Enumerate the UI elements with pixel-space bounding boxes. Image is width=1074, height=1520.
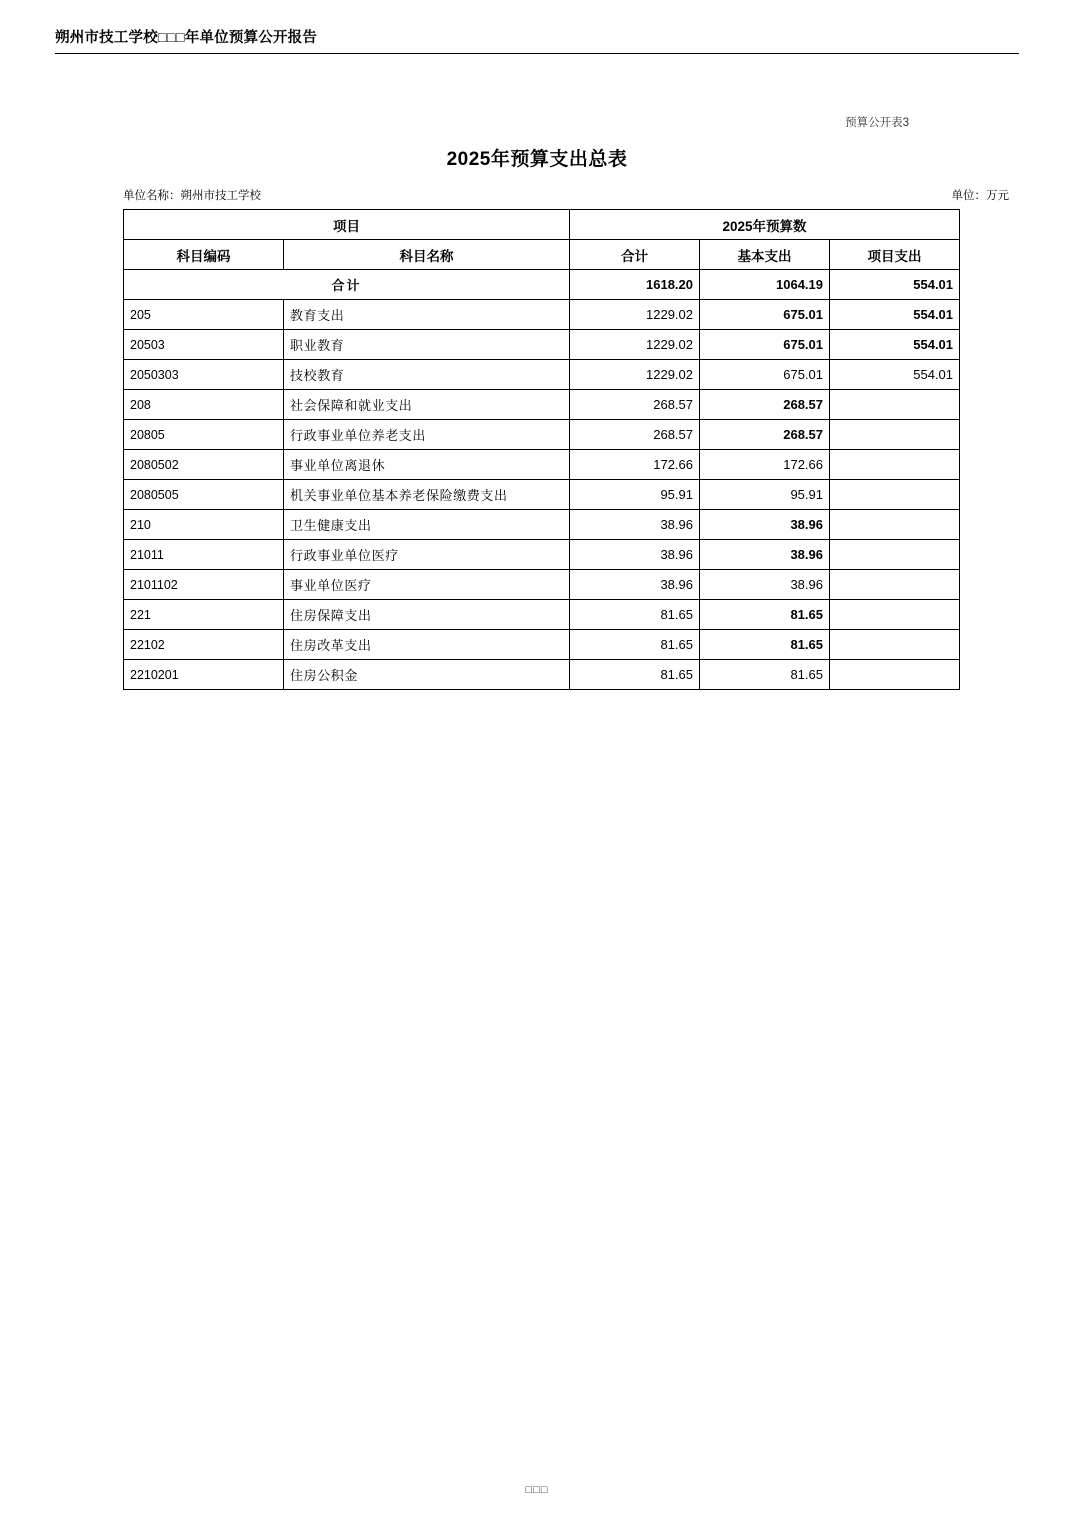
table-row xyxy=(124,510,960,540)
amount-unit: 单位：万元 xyxy=(951,190,1009,202)
group-header-budget-year: 2025年预算数 xyxy=(570,210,960,240)
table-row xyxy=(124,360,960,390)
cell-project xyxy=(830,510,960,540)
table-meta xyxy=(55,187,1019,203)
column-header-total: 合计 xyxy=(570,240,700,270)
cell-total: 81.65 xyxy=(570,600,700,630)
cell-basic: 38.96 xyxy=(700,570,830,600)
page-title: 2025年预算支出总表 xyxy=(446,149,628,170)
cell-total: 1229.02 xyxy=(570,360,700,390)
sheet-number: 预算公开表3 xyxy=(845,117,909,129)
column-header-project: 项目支出 xyxy=(830,240,960,270)
total-label: 合计 xyxy=(124,270,570,300)
cell-code: 2101102 xyxy=(124,570,284,600)
cell-basic: 268.57 xyxy=(700,420,830,450)
table-row xyxy=(124,480,960,510)
cell-project: 554.01 xyxy=(830,300,960,330)
cell-name: 机关事业单位基本养老保险缴费支出 xyxy=(284,480,570,510)
budget-expenditure-table xyxy=(123,209,960,690)
cell-basic: 81.65 xyxy=(700,660,830,690)
cell-project xyxy=(830,450,960,480)
table-row xyxy=(124,630,960,660)
cell-code: 20503 xyxy=(124,330,284,360)
cell-project: 554.01 xyxy=(830,330,960,360)
table-row-total xyxy=(124,270,960,300)
table-head xyxy=(124,210,960,270)
cell-basic: 268.57 xyxy=(700,390,830,420)
cell-code: 221 xyxy=(124,600,284,630)
cell-basic: 675.01 xyxy=(700,300,830,330)
cell-basic: 81.65 xyxy=(700,630,830,660)
cell-code: 20805 xyxy=(124,420,284,450)
cell-name: 住房保障支出 xyxy=(284,600,570,630)
cell-basic: 95.91 xyxy=(700,480,830,510)
total-basic: 1064.19 xyxy=(700,270,830,300)
cell-name: 住房改革支出 xyxy=(284,630,570,660)
cell-code: 2080505 xyxy=(124,480,284,510)
table-row xyxy=(124,450,960,480)
cell-basic: 675.01 xyxy=(700,330,830,360)
column-header-code: 科目编码 xyxy=(124,240,284,270)
table-column-header-row xyxy=(124,240,960,270)
cell-code: 205 xyxy=(124,300,284,330)
group-header-item: 项目 xyxy=(124,210,570,240)
cell-project xyxy=(830,390,960,420)
column-header-basic: 基本支出 xyxy=(700,240,830,270)
table-group-header-row xyxy=(124,210,960,240)
cell-basic: 38.96 xyxy=(700,510,830,540)
cell-project xyxy=(830,600,960,630)
table-row xyxy=(124,300,960,330)
cell-project xyxy=(830,660,960,690)
table-row xyxy=(124,390,960,420)
cell-code: 2050303 xyxy=(124,360,284,390)
cell-code: 208 xyxy=(124,390,284,420)
unit-name: 单位名称：朔州市技工学校 xyxy=(123,190,261,202)
cell-name: 行政事业单位养老支出 xyxy=(284,420,570,450)
cell-name: 职业教育 xyxy=(284,330,570,360)
table-row xyxy=(124,330,960,360)
cell-total: 38.96 xyxy=(570,540,700,570)
cell-total: 1229.02 xyxy=(570,300,700,330)
cell-code: 22102 xyxy=(124,630,284,660)
cell-total: 81.65 xyxy=(570,660,700,690)
cell-name: 行政事业单位医疗 xyxy=(284,540,570,570)
cell-code: 210 xyxy=(124,510,284,540)
column-header-name: 科目名称 xyxy=(284,240,570,270)
cell-name: 社会保障和就业支出 xyxy=(284,390,570,420)
cell-code: 2210201 xyxy=(124,660,284,690)
cell-total: 38.96 xyxy=(570,510,700,540)
cell-name: 事业单位医疗 xyxy=(284,570,570,600)
cell-name: 教育支出 xyxy=(284,300,570,330)
table-row xyxy=(124,600,960,630)
cell-project xyxy=(830,420,960,450)
running-header xyxy=(55,0,1019,47)
table-row xyxy=(124,540,960,570)
cell-total: 268.57 xyxy=(570,420,700,450)
cell-code: 21011 xyxy=(124,540,284,570)
total-sum: 1618.20 xyxy=(570,270,700,300)
page-footer-number: □□□ xyxy=(525,1484,549,1496)
budget-table-container xyxy=(55,209,1019,690)
cell-basic: 81.65 xyxy=(700,600,830,630)
cell-project: 554.01 xyxy=(830,360,960,390)
cell-project xyxy=(830,480,960,510)
cell-total: 38.96 xyxy=(570,570,700,600)
cell-project xyxy=(830,540,960,570)
cell-total: 268.57 xyxy=(570,390,700,420)
cell-name: 技校教育 xyxy=(284,360,570,390)
cell-total: 1229.02 xyxy=(570,330,700,360)
cell-total: 81.65 xyxy=(570,630,700,660)
cell-name: 住房公积金 xyxy=(284,660,570,690)
total-project: 554.01 xyxy=(830,270,960,300)
cell-basic: 675.01 xyxy=(700,360,830,390)
header-divider xyxy=(55,53,1019,54)
table-row xyxy=(124,420,960,450)
cell-project xyxy=(830,630,960,660)
cell-name: 卫生健康支出 xyxy=(284,510,570,540)
cell-total: 95.91 xyxy=(570,480,700,510)
cell-basic: 172.66 xyxy=(700,450,830,480)
running-header-title: 朔州市技工学校□□□年单位预算公开报告 xyxy=(55,30,318,46)
cell-basic: 38.96 xyxy=(700,540,830,570)
cell-total: 172.66 xyxy=(570,450,700,480)
cell-name: 事业单位离退休 xyxy=(284,450,570,480)
table-body xyxy=(124,270,960,690)
table-row xyxy=(124,660,960,690)
cell-code: 2080502 xyxy=(124,450,284,480)
table-row xyxy=(124,570,960,600)
cell-project xyxy=(830,570,960,600)
